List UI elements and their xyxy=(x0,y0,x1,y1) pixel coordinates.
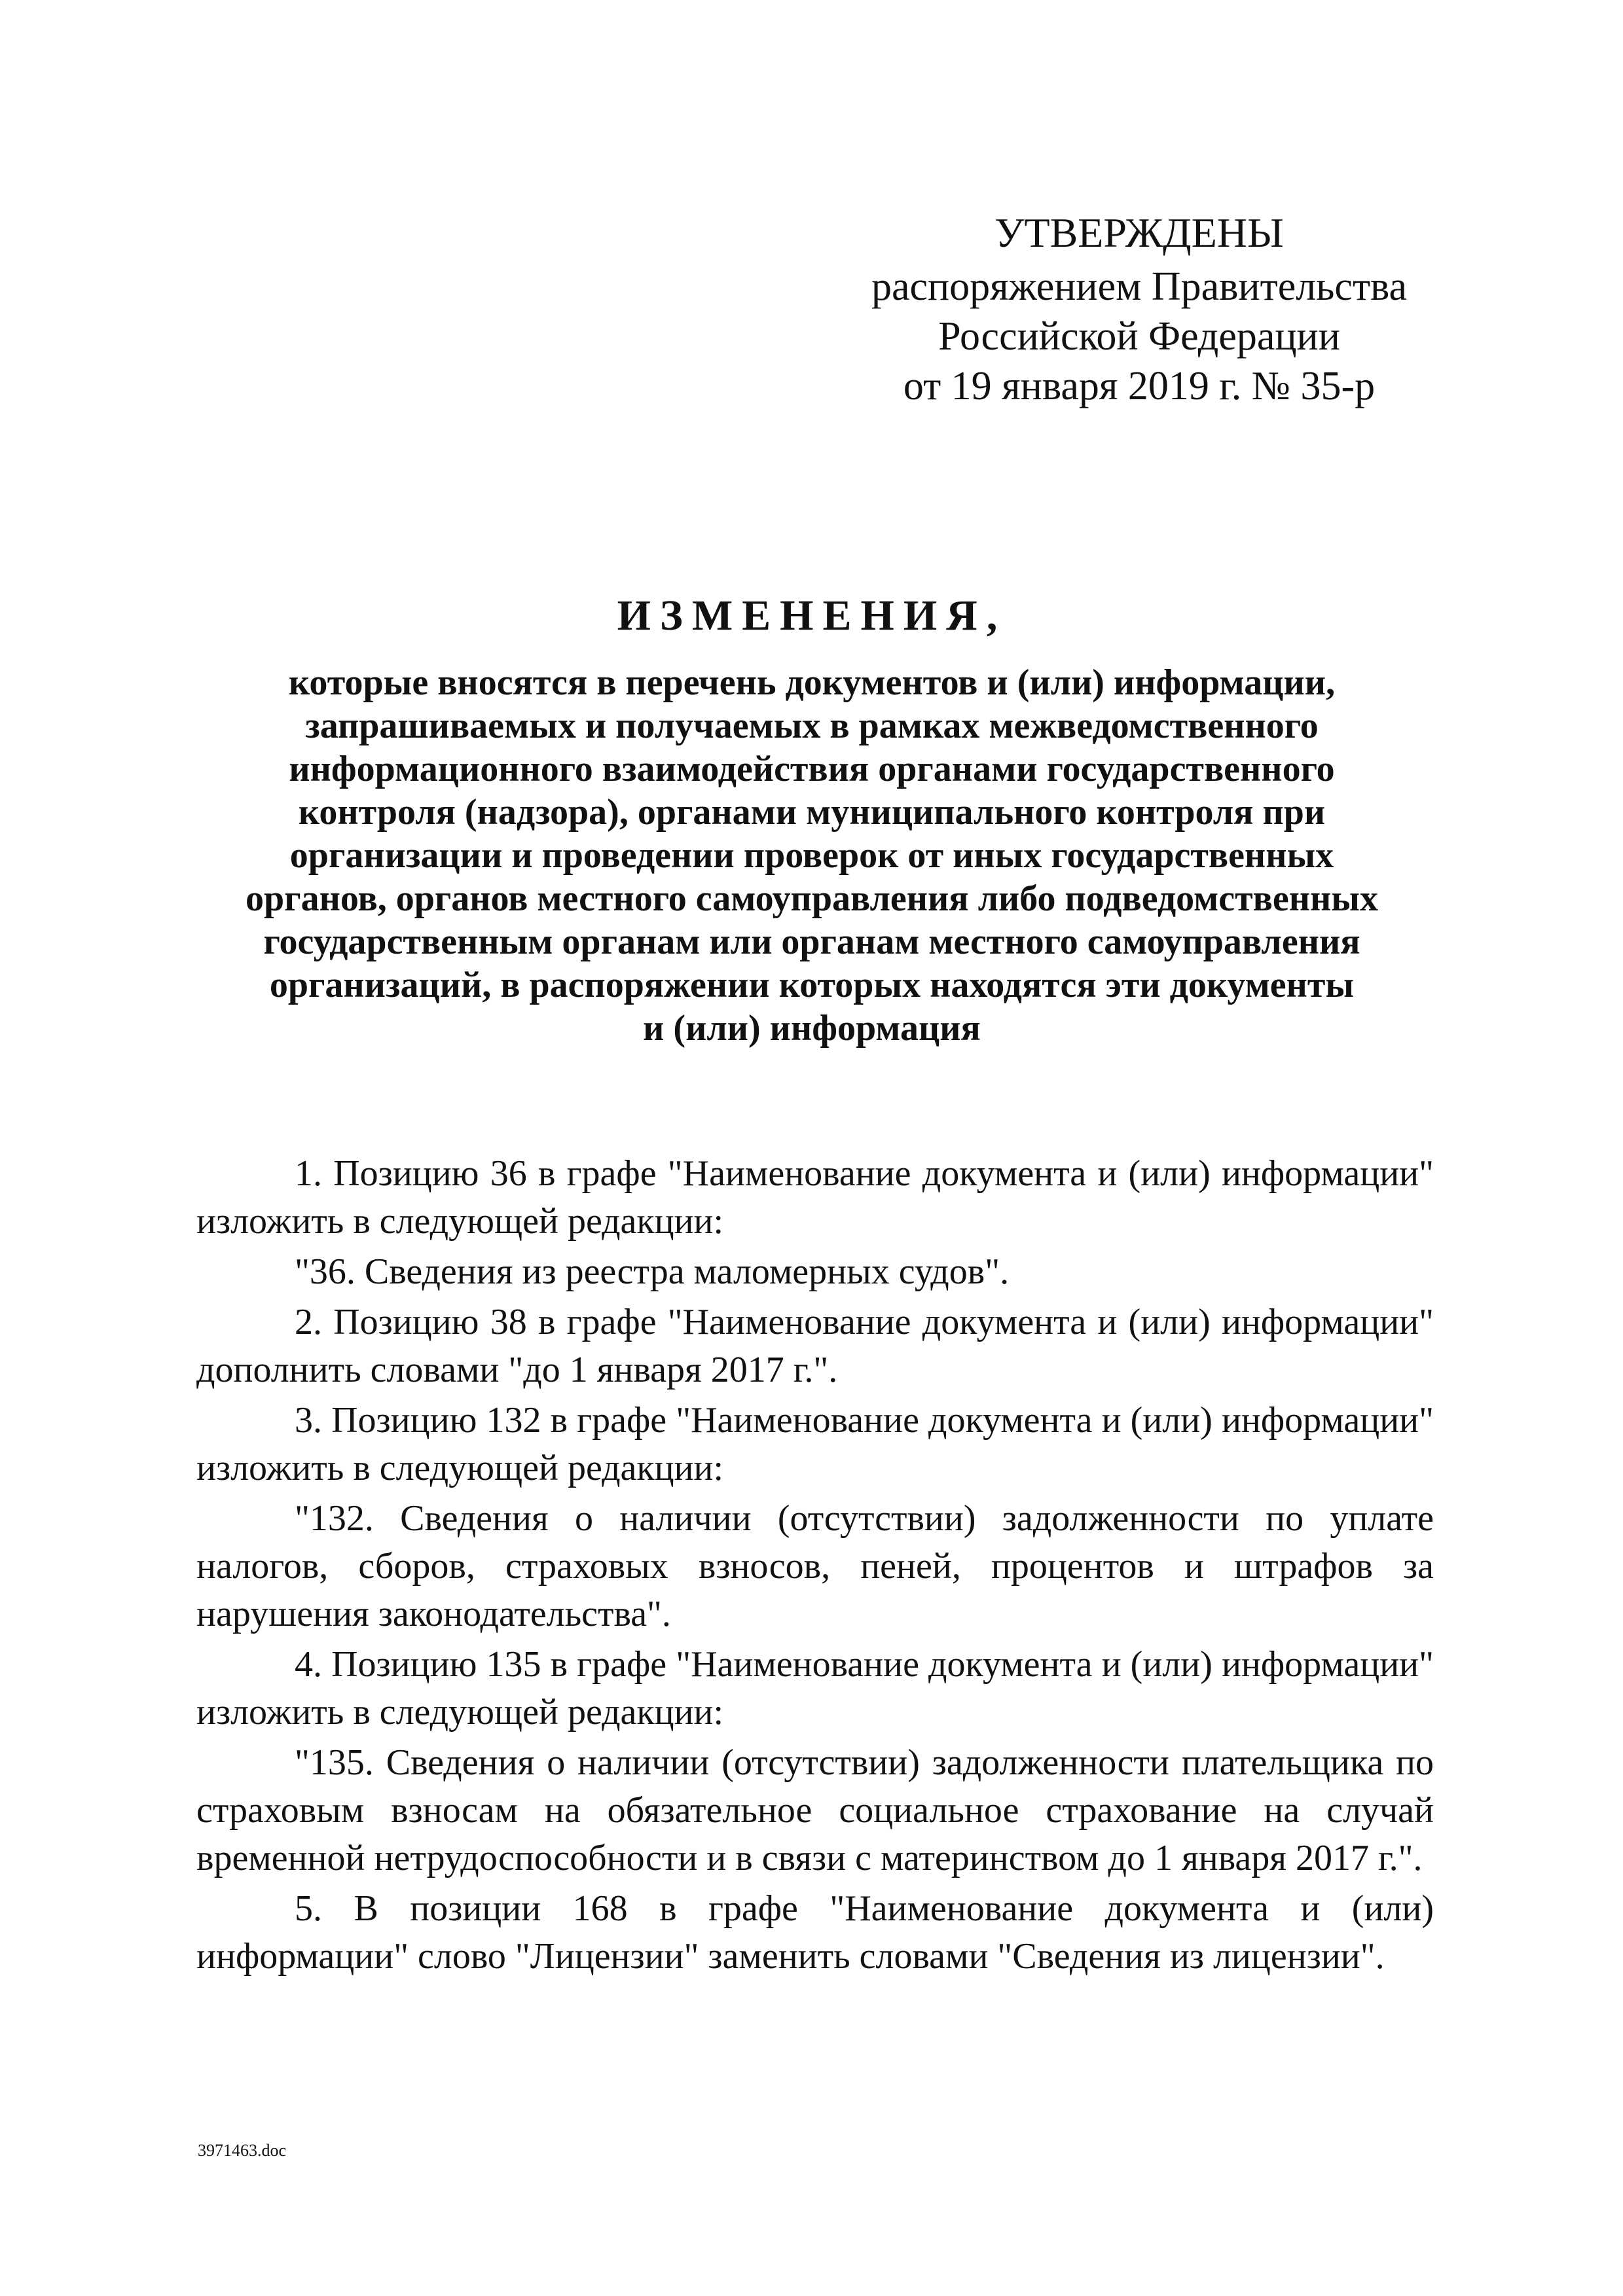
paragraph-item-4: 4. Позицию 135 в графе "Наименование документа и (или) информации" изложить в следующей редакции: xyxy=(196,1644,1434,1732)
paragraph-quote-135: "135. Сведения о наличии (отсутствии) задолженности плательщика по страховым взносам на обязательное социальное страхование на случай временной нетрудоспособности и в связи с материнством до 1 января 2017 г.". xyxy=(196,1742,1434,1878)
subtitle-line: контроля (надзора), органами муниципального контроля при xyxy=(298,792,1326,833)
subtitle-line: запрашиваемых и получаемых в рамках межведомственного xyxy=(305,706,1319,746)
footer-filename: 3971463.doc xyxy=(198,2141,287,2160)
approval-line-3: от 19 января 2019 г. № 35-р xyxy=(903,364,1376,408)
paragraph-item-5: 5. В позиции 168 в графе "Наименование документа и (или) информации" слово "Лицензии" заменить словами "Сведения из лицензии". xyxy=(196,1888,1434,1977)
paragraph-item-1: 1. Позицию 36 в графе "Наименование документа и (или) информации" изложить в следующей редакции: xyxy=(196,1153,1434,1242)
subtitle-line: информационного взаимодействия органами государственного xyxy=(289,749,1335,789)
paragraph-quote-132: "132. Сведения о наличии (отсутствии) задолженности по уплате налогов, сборов, страховых взносов, пеней, процентов и штрафов за нарушения законодательства". xyxy=(196,1498,1434,1634)
paragraph-quote-36: "36. Сведения из реестра маломерных судов". xyxy=(295,1251,1010,1292)
document-title: ИЗМЕНЕНИЯ, xyxy=(617,592,1007,639)
document-subtitle xyxy=(223,661,1401,1050)
subtitle-line: организации и проведении проверок от иных государственных xyxy=(289,835,1334,876)
subtitle-line: которые вносятся в перечень документов и (или) информации, xyxy=(288,662,1336,703)
paragraph-item-2: 2. Позицию 38 в графе "Наименование документа и (или) информации" дополнить словами "до 1 января 2017 г.". xyxy=(196,1302,1434,1390)
approval-line-2: Российской Федерации xyxy=(938,314,1340,359)
subtitle-line: и (или) информация xyxy=(643,1008,981,1049)
approval-heading: УТВЕРЖДЕНЫ xyxy=(994,209,1284,256)
document-body xyxy=(196,1150,1434,1983)
subtitle-line: государственным органам или органам местного самоуправления xyxy=(263,922,1360,962)
approval-line-1: распоряжением Правительства xyxy=(871,264,1408,309)
subtitle-line: организаций, в распоряжении которых находятся эти документы xyxy=(269,965,1355,1005)
approval-block xyxy=(812,208,1467,411)
paragraph-item-3: 3. Позицию 132 в графе "Наименование документа и (или) информации" изложить в следующей редакции: xyxy=(196,1400,1434,1488)
subtitle-line: органов, органов местного самоуправления либо подведомственных xyxy=(246,878,1378,919)
